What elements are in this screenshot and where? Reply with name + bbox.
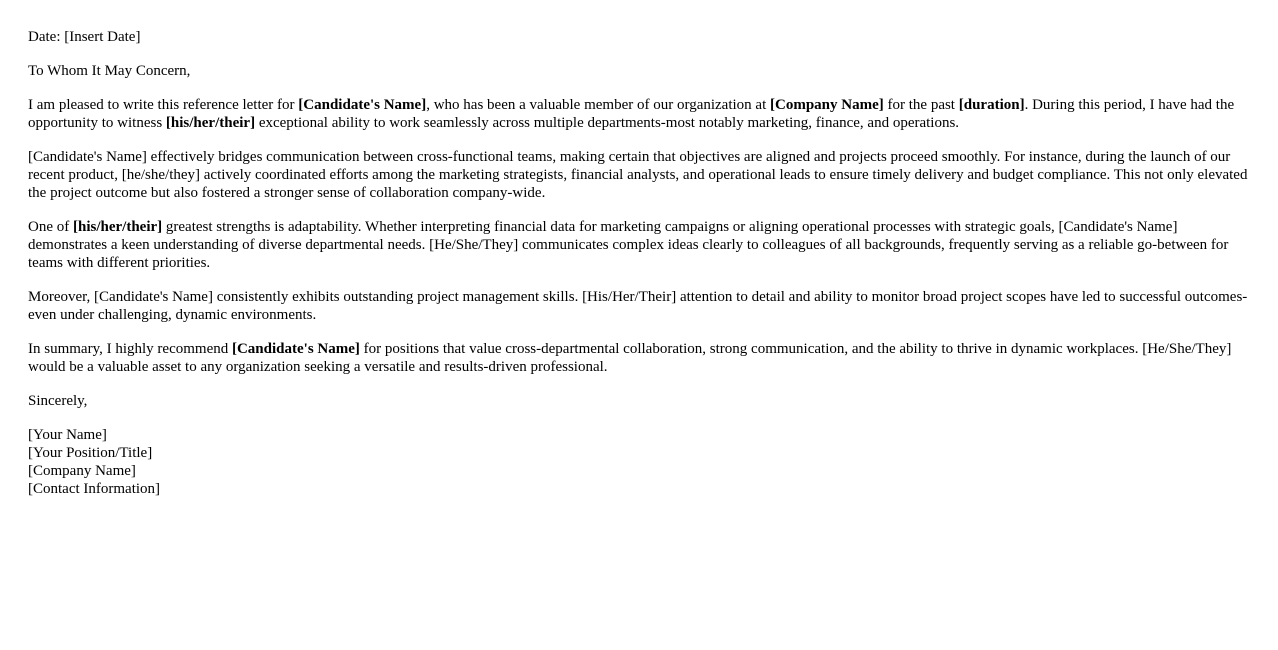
p1-pronoun: [his/her/their] [165, 115, 256, 131]
p1-duration: [duration] [958, 97, 1025, 113]
p3-text-2: greatest strengths is adaptability. Whether interpreting financial data for marketing campaigns or aligning operational processes with strategic goals, [Candidate's Name] demonstrates a keen understanding of diverse departmental needs. [He/She/They] communicates complex ideas clearly to colleagues of all backgrounds, frequently serving as a reliable go-between for teams with different priorities. [28, 219, 1229, 271]
p5-text-1: In summary, I highly recommend [28, 341, 232, 357]
paragraph-summary [28, 340, 1250, 376]
p5-candidate-name: [Candidate's Name] [231, 341, 360, 357]
p1-text-1: I am pleased to write this reference letter for [28, 97, 299, 113]
p3-text-1: One of [28, 219, 73, 235]
signature-contact: [Contact Information] [28, 481, 161, 497]
p1-text-2: , who has been a valuable member of our organization at [426, 97, 770, 113]
closing: Sincerely, [28, 393, 88, 409]
paragraph-adaptability [28, 218, 1250, 272]
p1-text-5: exceptional ability to work seamlessly across multiple departments-most notably marketing, finance, and operations. [255, 115, 960, 131]
salutation: To Whom It May Concern, [28, 63, 191, 79]
paragraph-introduction [28, 96, 1250, 132]
paragraph-project-management: Moreover, [Candidate's Name] consistently exhibits outstanding project management skills. [His/Her/Their] attention to detail and ability to monitor broad project scopes have led to successful outcomes-even under challenging, dynamic environments. [28, 289, 1248, 323]
signature-company: [Company Name] [28, 463, 136, 479]
p3-pronoun: [his/her/their] [73, 219, 163, 235]
p1-company-name: [Company Name] [770, 97, 884, 113]
paragraph-communication: [Candidate's Name] effectively bridges communication between cross-functional teams, making certain that objectives are aligned and projects proceed smoothly. For instance, during the launch of our recent product, [he/she/they] actively coordinated efforts among the marketing strategists, financial analysts, and operational leads to ensure timely delivery and budget compliance. This not only elevated the project outcome but also fostered a stronger sense of collaboration company-wide. [28, 149, 1248, 201]
date-line: Date: [Insert Date] [28, 29, 141, 45]
p1-text-3: for the past [883, 97, 959, 113]
reference-letter [28, 28, 1250, 514]
p1-candidate-name: [Candidate's Name] [298, 97, 427, 113]
p1-text-4: . During this period, I have had the opportunity to witness [28, 97, 1235, 131]
signature-block [28, 426, 1250, 498]
p5-text-2: for positions that value cross-departmental collaboration, strong communication, and the ability to thrive in dynamic workplaces. [He/She/They] would be a valuable asset to any organization seeking a versatile and results-driven professional. [28, 341, 1232, 375]
signature-position: [Your Position/Title] [28, 445, 153, 461]
signature-name: [Your Name] [28, 427, 107, 443]
